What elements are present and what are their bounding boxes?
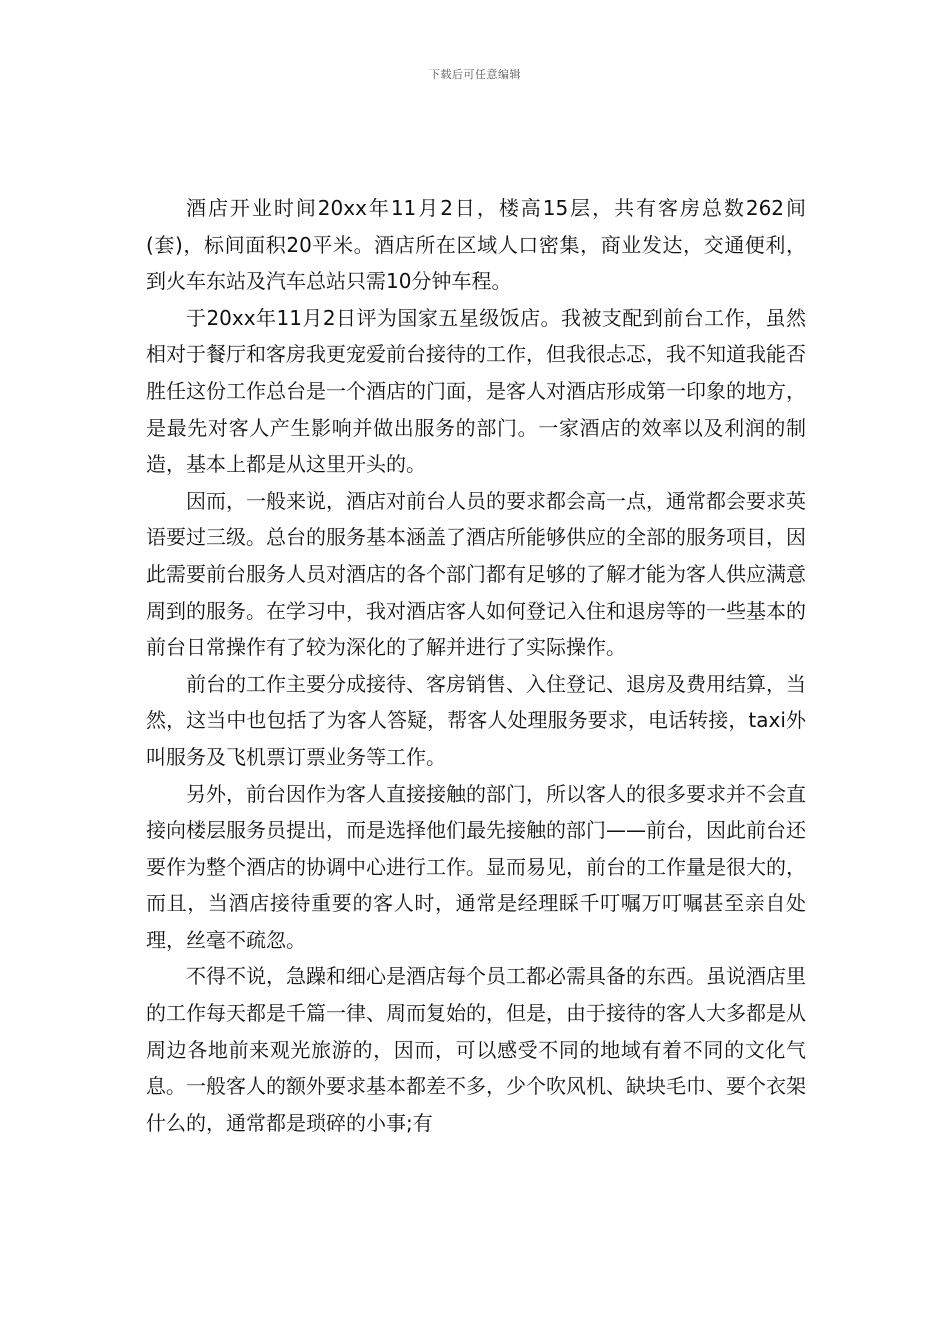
- page-header-note: 下载后可任意编辑: [429, 68, 521, 81]
- document-body: [146, 190, 806, 1141]
- paragraph: 前台的工作主要分成接待、客房销售、入住登记、退房及费用结算，当然，这当中也包括了为客人答疑，帮客人处理服务要求，电话转接，taxi外叫服务及飞机票订票业务等工作。: [146, 671, 806, 769]
- paragraph: 酒店开业时间20xx年11月2日，楼高15层，共有客房总数262间(套)，标间面积20平米。酒店所在区域人口密集，商业发达，交通便利，到火车东站及汽车总站只需10分钟车程。: [146, 196, 806, 294]
- paragraph: 另外，前台因作为客人直接接触的部门，所以客人的很多要求并不会直接向楼层服务员提出，而是选择他们最先接触的部门——前台，因此前台还要作为整个酒店的协调中心进行工作。显而易见，前台的工作量是很大的，而且，当酒店接待重要的客人时，通常是经理睬千叮嘱万叮嘱甚至亲自处理，丝毫不疏忽。: [146, 781, 806, 952]
- paragraph: 因而，一般来说，酒店对前台人员的要求都会高一点，通常都会要求英语要过三级。总台的服务基本涵盖了酒店所能够供应的全部的服务项目，因此需要前台服务人员对酒店的各个部门都有足够的了解才能为客人供应满意周到的服务。在学习中，我对酒店客人如何登记入住和退房等的一些基本的前台日常操作有了较为深化的了解并进行了实际操作。: [146, 488, 806, 660]
- paragraph: 于20xx年11月2日评为国家五星级饭店。我被支配到前台工作，虽然相对于餐厅和客房我更宠爱前台接待的工作，但我很忐忑，我不知道我能否胜任这份工作总台是一个酒店的门面，是客人对酒店形成第一印象的地方，是最先对客人产生影响并做出服务的部门。一家酒店的效率以及利润的制造，基本上都是从这里开头的。: [146, 305, 806, 477]
- paragraph: 不得不说，急躁和细心是酒店每个员工都必需具备的东西。虽说酒店里的工作每天都是千篇一律、周而复始的，但是，由于接待的客人大多都是从周边各地前来观光旅游的，因而，可以感受不同的地域有着不同的文化气息。一般客人的额外要求基本都差不多，少个吹风机、缺块毛巾、要个衣架什么的，通常都是琐碎的小事;有: [146, 964, 806, 1135]
